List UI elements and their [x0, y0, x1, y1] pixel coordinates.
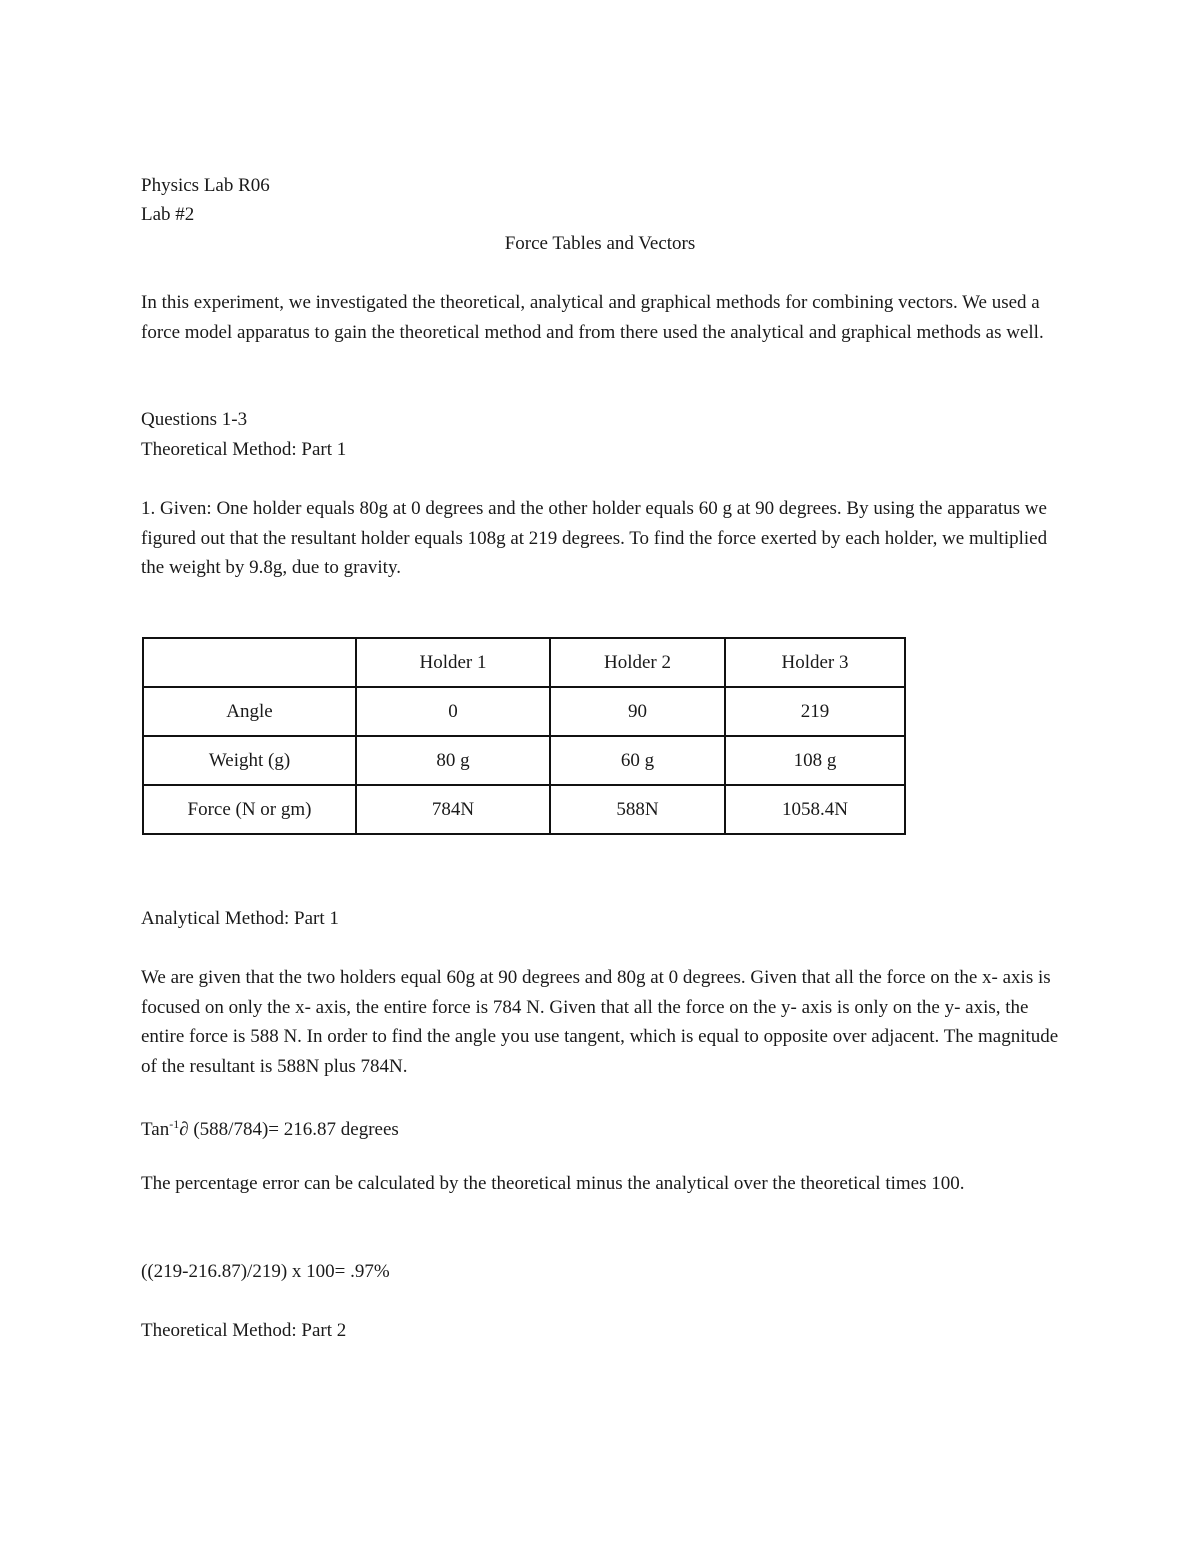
theoretical-part1-paragraph: 1. Given: One holder equals 80g at 0 degrees and the other holder equals 60 g at 90 degrees. By using the apparatus we figured out that the resultant holder equals 108g at 219 degrees. To find the force exerted by each holder, we multiplied the weight by 9.8g, due to gravity.	[141, 498, 1048, 578]
intro-paragraph: In this experiment, we investigated the theoretical, analytical and graphical methods for combining vectors. We used a force model apparatus to gain the theoretical method and from there used the analytical and graphical methods as well.	[141, 292, 1044, 343]
table-cell: 90	[550, 687, 725, 736]
table-cell: 219	[725, 687, 905, 736]
percentage-error-text: The percentage error can be calculated by the theoretical minus the analytical over the theoretical times 100.	[141, 1173, 965, 1194]
analytical-part1-heading: Analytical Method: Part 1	[141, 908, 339, 929]
tangent-prefix: Tan	[141, 1119, 170, 1140]
questions-label: Questions 1-3	[141, 409, 248, 430]
table-row	[143, 785, 905, 834]
table-header-row	[143, 638, 905, 687]
table-cell: Force (N or gm)	[143, 785, 356, 834]
table-row	[143, 736, 905, 785]
table-cell: Angle	[143, 687, 356, 736]
theoretical-part2-heading: Theoretical Method: Part 2	[141, 1320, 347, 1341]
table-header-cell: Holder 1	[356, 638, 550, 687]
table-cell: 588N	[550, 785, 725, 834]
table-cell: Weight (g)	[143, 736, 356, 785]
analytical-part1-paragraph: We are given that the two holders equal 60g at 90 degrees and 80g at 0 degrees. Given that all the force on the x- axis is focused on only the x- axis, the entire force is 784 N. Given that all the force on the y- axis is only on the y- axis, the entire force is 588 N. In order to find the angle you use tangent, which is equal to opposite over adjacent. The magnitude of the resultant is 588N plus 784N.	[141, 967, 1059, 1077]
tangent-rest: ∂ (588/784)= 216.87 degrees	[179, 1119, 399, 1140]
force-table	[142, 637, 906, 835]
table-cell: 80 g	[356, 736, 550, 785]
table-header-cell: Holder 3	[725, 638, 905, 687]
course-line: Physics Lab R06	[141, 175, 270, 196]
table-row	[143, 687, 905, 736]
tangent-formula	[141, 1110, 399, 1144]
tangent-superscript: -1	[169, 1117, 180, 1131]
table-cell: 784N	[356, 785, 550, 834]
document-title: Force Tables and Vectors	[504, 233, 696, 254]
table-cell: 0	[356, 687, 550, 736]
table-cell: 108 g	[725, 736, 905, 785]
table-cell: 1058.4N	[725, 785, 905, 834]
lab-number-line: Lab #2	[141, 204, 195, 225]
table-header-cell: Holder 2	[550, 638, 725, 687]
table-header-cell	[143, 638, 356, 687]
table-cell: 60 g	[550, 736, 725, 785]
theoretical-part1-heading: Theoretical Method: Part 1	[141, 439, 347, 460]
percentage-error-formula: ((219-216.87)/219) x 100= .97%	[141, 1261, 390, 1282]
